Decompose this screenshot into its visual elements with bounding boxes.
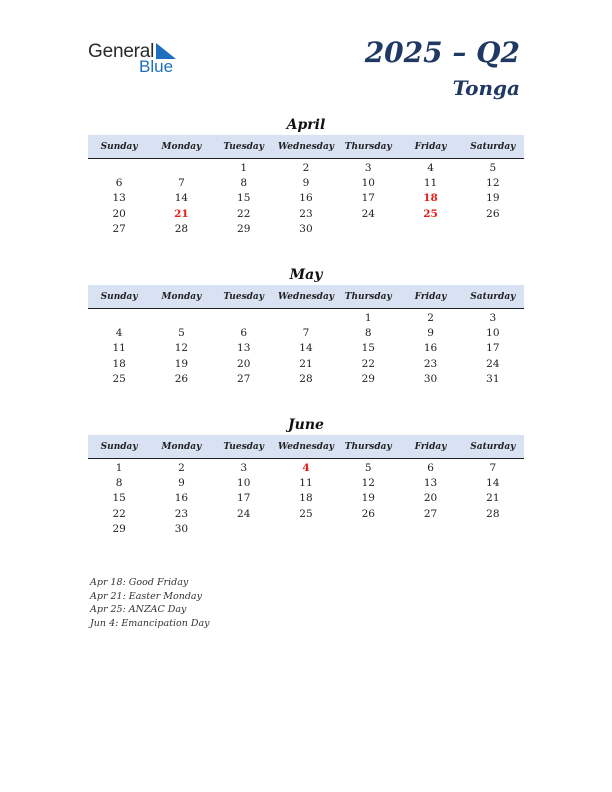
day-cell: 18	[112, 357, 126, 370]
weekday-friday: Friday	[414, 291, 447, 302]
weekday-saturday: Saturday	[470, 141, 516, 152]
day-cell: 10	[361, 176, 375, 189]
day-cell: 1	[115, 461, 123, 474]
day-cell: 4	[302, 461, 310, 474]
day-cell: 28	[299, 372, 313, 385]
day-cell: 26	[361, 507, 375, 520]
day-cell: 10	[486, 326, 500, 339]
day-cell: 16	[423, 342, 438, 355]
day-cell: 21	[486, 492, 500, 505]
day-cell: 3	[240, 461, 248, 474]
weekday-wednesday: Wednesday	[277, 141, 335, 152]
day-cell: 16	[174, 492, 189, 505]
month-name: June	[288, 417, 324, 433]
day-cell: 7	[302, 326, 310, 339]
weekday-tuesday: Tuesday	[223, 141, 264, 152]
day-cell: 25	[112, 372, 126, 385]
day-cell: 9	[178, 476, 185, 489]
day-cell: 19	[486, 192, 500, 205]
day-cell: 9	[427, 326, 434, 339]
weekday-header	[88, 435, 524, 459]
day-cell: 21	[174, 207, 189, 220]
day-cell: 3	[489, 311, 497, 324]
day-cell: 25	[299, 507, 313, 520]
day-cell: 22	[237, 207, 251, 220]
week-row	[88, 310, 524, 325]
weekday-wednesday: Wednesday	[277, 441, 335, 452]
day-cell: 15	[361, 342, 375, 355]
week-row	[88, 160, 524, 175]
weekday-saturday: Saturday	[470, 291, 516, 302]
day-cell: 5	[489, 161, 497, 174]
day-cell: 15	[112, 492, 126, 505]
day-cell: 4	[115, 326, 123, 339]
month-name: May	[289, 267, 323, 283]
holiday-item: Jun 4: Emancipation Day	[90, 618, 210, 630]
day-cell: 19	[174, 357, 189, 370]
day-cell: 31	[486, 372, 500, 385]
day-cell: 2	[178, 461, 185, 474]
weekday-sunday: Sunday	[100, 141, 138, 152]
day-cell: 4	[427, 161, 434, 174]
day-cell: 30	[299, 222, 313, 235]
month-name: April	[286, 117, 326, 133]
week-row	[88, 506, 524, 521]
day-cell: 23	[299, 207, 313, 220]
holiday-item: Apr 21: Easter Monday	[90, 590, 202, 602]
day-cell: 14	[174, 192, 189, 205]
week-row	[88, 175, 524, 190]
day-cell: 7	[178, 176, 185, 189]
weekday-thursday: Thursday	[344, 141, 392, 152]
day-cell: 20	[112, 207, 126, 220]
page-title: 2025 – Q2	[364, 36, 520, 69]
weekday-thursday: Thursday	[344, 441, 392, 452]
day-cell: 14	[299, 342, 313, 355]
weekday-wednesday: Wednesday	[277, 291, 335, 302]
day-cell: 13	[112, 192, 126, 205]
day-cell: 29	[361, 372, 375, 385]
week-row	[88, 460, 524, 475]
day-cell: 29	[112, 522, 126, 535]
day-cell: 11	[112, 342, 126, 355]
weekday-sunday: Sunday	[100, 291, 138, 302]
day-cell: 27	[237, 372, 251, 385]
day-cell: 27	[423, 507, 438, 520]
day-cell: 17	[361, 192, 375, 205]
day-cell: 19	[361, 492, 375, 505]
weekday-saturday: Saturday	[470, 441, 516, 452]
logo-general-text: General	[88, 41, 155, 62]
day-cell: 15	[237, 192, 251, 205]
logo	[88, 40, 188, 76]
day-cell: 9	[302, 176, 310, 189]
day-cell: 3	[364, 161, 372, 174]
weekday-monday: Monday	[161, 141, 202, 152]
day-cell: 6	[115, 176, 123, 189]
day-cell: 17	[237, 492, 251, 505]
day-cell: 25	[423, 207, 438, 220]
day-cell: 11	[299, 476, 313, 489]
day-cell: 20	[423, 492, 438, 505]
day-cell: 17	[486, 342, 500, 355]
day-cell: 21	[299, 357, 313, 370]
day-cell: 6	[427, 461, 434, 474]
weekday-header	[88, 135, 524, 159]
weekday-monday: Monday	[161, 441, 202, 452]
day-cell: 6	[240, 326, 248, 339]
day-cell: 28	[486, 507, 500, 520]
day-cell: 23	[423, 357, 438, 370]
day-cell: 18	[423, 192, 438, 205]
holiday-item: Apr 18: Good Friday	[90, 577, 189, 588]
day-cell: 30	[423, 372, 438, 385]
day-cell: 11	[423, 176, 438, 189]
week-row	[88, 356, 524, 371]
day-cell: 26	[486, 207, 500, 220]
day-cell: 12	[174, 342, 189, 355]
month-april	[88, 115, 524, 236]
weekday-sunday: Sunday	[100, 441, 138, 452]
day-cell: 8	[364, 326, 372, 339]
day-cell: 29	[237, 222, 251, 235]
day-cell: 2	[302, 161, 310, 174]
day-cell: 26	[174, 372, 189, 385]
week-row	[88, 371, 524, 386]
weekday-monday: Monday	[161, 291, 202, 302]
day-cell: 8	[240, 176, 248, 189]
holiday-item: Apr 25: ANZAC Day	[90, 604, 187, 616]
day-cell: 13	[237, 342, 251, 355]
day-cell: 20	[237, 357, 251, 370]
day-cell: 8	[115, 476, 123, 489]
week-row	[88, 191, 524, 206]
week-row	[88, 491, 524, 506]
day-cell: 1	[240, 161, 248, 174]
weekday-friday: Friday	[414, 141, 447, 152]
day-cell: 24	[237, 507, 251, 520]
day-cell: 10	[237, 476, 251, 489]
day-cell: 12	[486, 176, 500, 189]
day-cell: 16	[299, 192, 313, 205]
day-cell: 22	[112, 507, 126, 520]
week-row	[88, 221, 524, 236]
day-cell: 5	[364, 461, 372, 474]
day-cell: 23	[174, 507, 189, 520]
day-cell: 7	[489, 461, 497, 474]
day-cell: 30	[174, 522, 189, 535]
week-row	[88, 521, 524, 536]
holiday-list	[90, 576, 210, 631]
day-cell: 27	[112, 222, 126, 235]
day-cell: 14	[486, 476, 500, 489]
week-row	[88, 325, 524, 340]
day-cell: 24	[486, 357, 500, 370]
page-subtitle: Tonga	[452, 76, 520, 100]
weekday-tuesday: Tuesday	[223, 291, 264, 302]
day-cell: 13	[423, 476, 438, 489]
month-may	[88, 265, 524, 386]
week-row	[88, 341, 524, 356]
day-cell: 22	[361, 357, 375, 370]
weekday-friday: Friday	[414, 441, 447, 452]
day-cell: 2	[427, 311, 434, 324]
weekday-thursday: Thursday	[344, 291, 392, 302]
week-row	[88, 206, 524, 221]
week-row	[88, 475, 524, 490]
logo-blue-text: Blue	[139, 57, 174, 76]
month-june	[88, 415, 524, 536]
weekday-tuesday: Tuesday	[223, 441, 264, 452]
weekday-header	[88, 285, 524, 309]
day-cell: 1	[364, 311, 372, 324]
day-cell: 18	[299, 492, 313, 505]
day-cell: 12	[361, 476, 375, 489]
day-cell: 5	[178, 326, 185, 339]
day-cell: 28	[174, 222, 189, 235]
day-cell: 24	[361, 207, 375, 220]
